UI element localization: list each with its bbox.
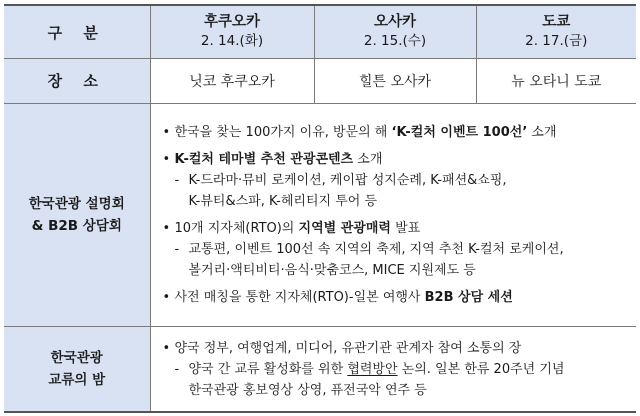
bullet-dot: • [162,290,171,305]
bullet-text: 10개 지자체(RTO)의 [174,221,299,236]
sub-dash: - [174,242,180,257]
city-date: 2. 14.(화) [200,33,264,49]
briefing-content-cell [150,104,636,327]
briefing-label-line1: 한국관광 설명회 [28,196,125,212]
bullet-item [163,287,631,308]
city-date: 2. 17.(금) [525,33,588,49]
city-date: 2. 15.(수) [363,33,427,49]
venue-fukuoka: 닛코 후쿠오카 [150,59,314,104]
sub-text: 교통편, 이벤트 100선 속 지역의 축제, 지역 추천 K-컬처 로케이션, [188,242,564,257]
bullet-item [163,218,631,239]
venue-tokyo: 뉴 오타니 도쿄 [476,59,636,104]
city-name: 후쿠오카 [203,14,261,30]
exchange-label-cell [4,327,150,413]
sub-item-continued [163,380,631,401]
bullet-item [163,338,631,359]
bullet-text: 사전 매칭을 통한 지자체(RTO)-일본 여행사 [174,290,425,305]
sub-item [163,170,631,191]
location-label: 장 소 [4,59,150,104]
bullet-text: 소개 [353,152,383,167]
bullet-bold-text: 지역별 관광매력 [298,221,391,236]
bullet-dot: • [162,221,171,236]
exchange-label-line1: 한국관광 [50,350,103,366]
sub-item [163,359,631,380]
bullet-bold-text: K-컬처 테마별 추천 관광콘텐츠 [174,152,354,167]
bullet-text: 발표 [390,221,421,236]
header-city-tokyo [476,5,636,59]
header-label: 구 분 [47,23,106,42]
header-label-cell [4,5,150,59]
bullet-dot: • [162,152,171,167]
city-name: 오사카 [373,14,417,30]
sub-item [163,239,631,260]
header-row [4,5,636,59]
briefing-row [4,104,636,327]
bullet-item [163,122,631,143]
header-city-fukuoka [150,5,314,59]
sub-text: 양국 간 교류 활성화를 위한 [188,361,348,377]
sub-item-continued [163,191,631,212]
bullet-text: 양국 정부, 여행업계, 미디어, 유관기관 관계자 참여 소통의 장 [174,340,522,356]
sub-item-continued [163,260,631,281]
sub-text: 한국관광 홍보영상 상영, 퓨전국악 연주 등 [188,382,427,398]
sub-text: 볼거리·액티비티·음식·맞춤코스, MICE 지원제도 등 [188,263,476,278]
sub-dash: - [174,173,180,188]
sub-text: K-뷰티&스파, K-헤리티지 투어 등 [188,194,378,209]
exchange-content-cell [150,327,636,413]
sub-dash: - [174,361,180,377]
bullet-dot: • [162,125,171,140]
exchange-label-line2: 교류의 밤 [48,372,106,388]
briefing-label-cell [4,104,150,327]
bullet-bold-text: B2B 상담 세션 [424,290,513,305]
venue-osaka: 힐튼 오사카 [314,59,476,104]
bullet-item [163,149,631,170]
bullet-bold-text: ‘K-컬처 이벤트 100선’ [391,125,528,140]
bullet-dot: • [162,340,171,356]
exchange-night-row [4,327,636,413]
schedule-table [4,4,636,413]
bullet-text: 한국을 찾는 100가지 이유, 방문의 해 [174,125,392,140]
briefing-label-line2: & B2B 상담회 [31,218,122,234]
underlined-text: 협력방안 [347,361,398,377]
sub-text: 논의. 일본 한류 20주년 기념 [397,361,565,377]
location-row [4,59,636,104]
header-city-osaka [314,5,476,59]
sub-text: K-드라마·뮤비 로케이션, 케이팝 성지순례, K-패션&쇼핑, [188,173,507,188]
city-name: 도쿄 [542,14,571,30]
bullet-text: 소개 [527,125,557,140]
